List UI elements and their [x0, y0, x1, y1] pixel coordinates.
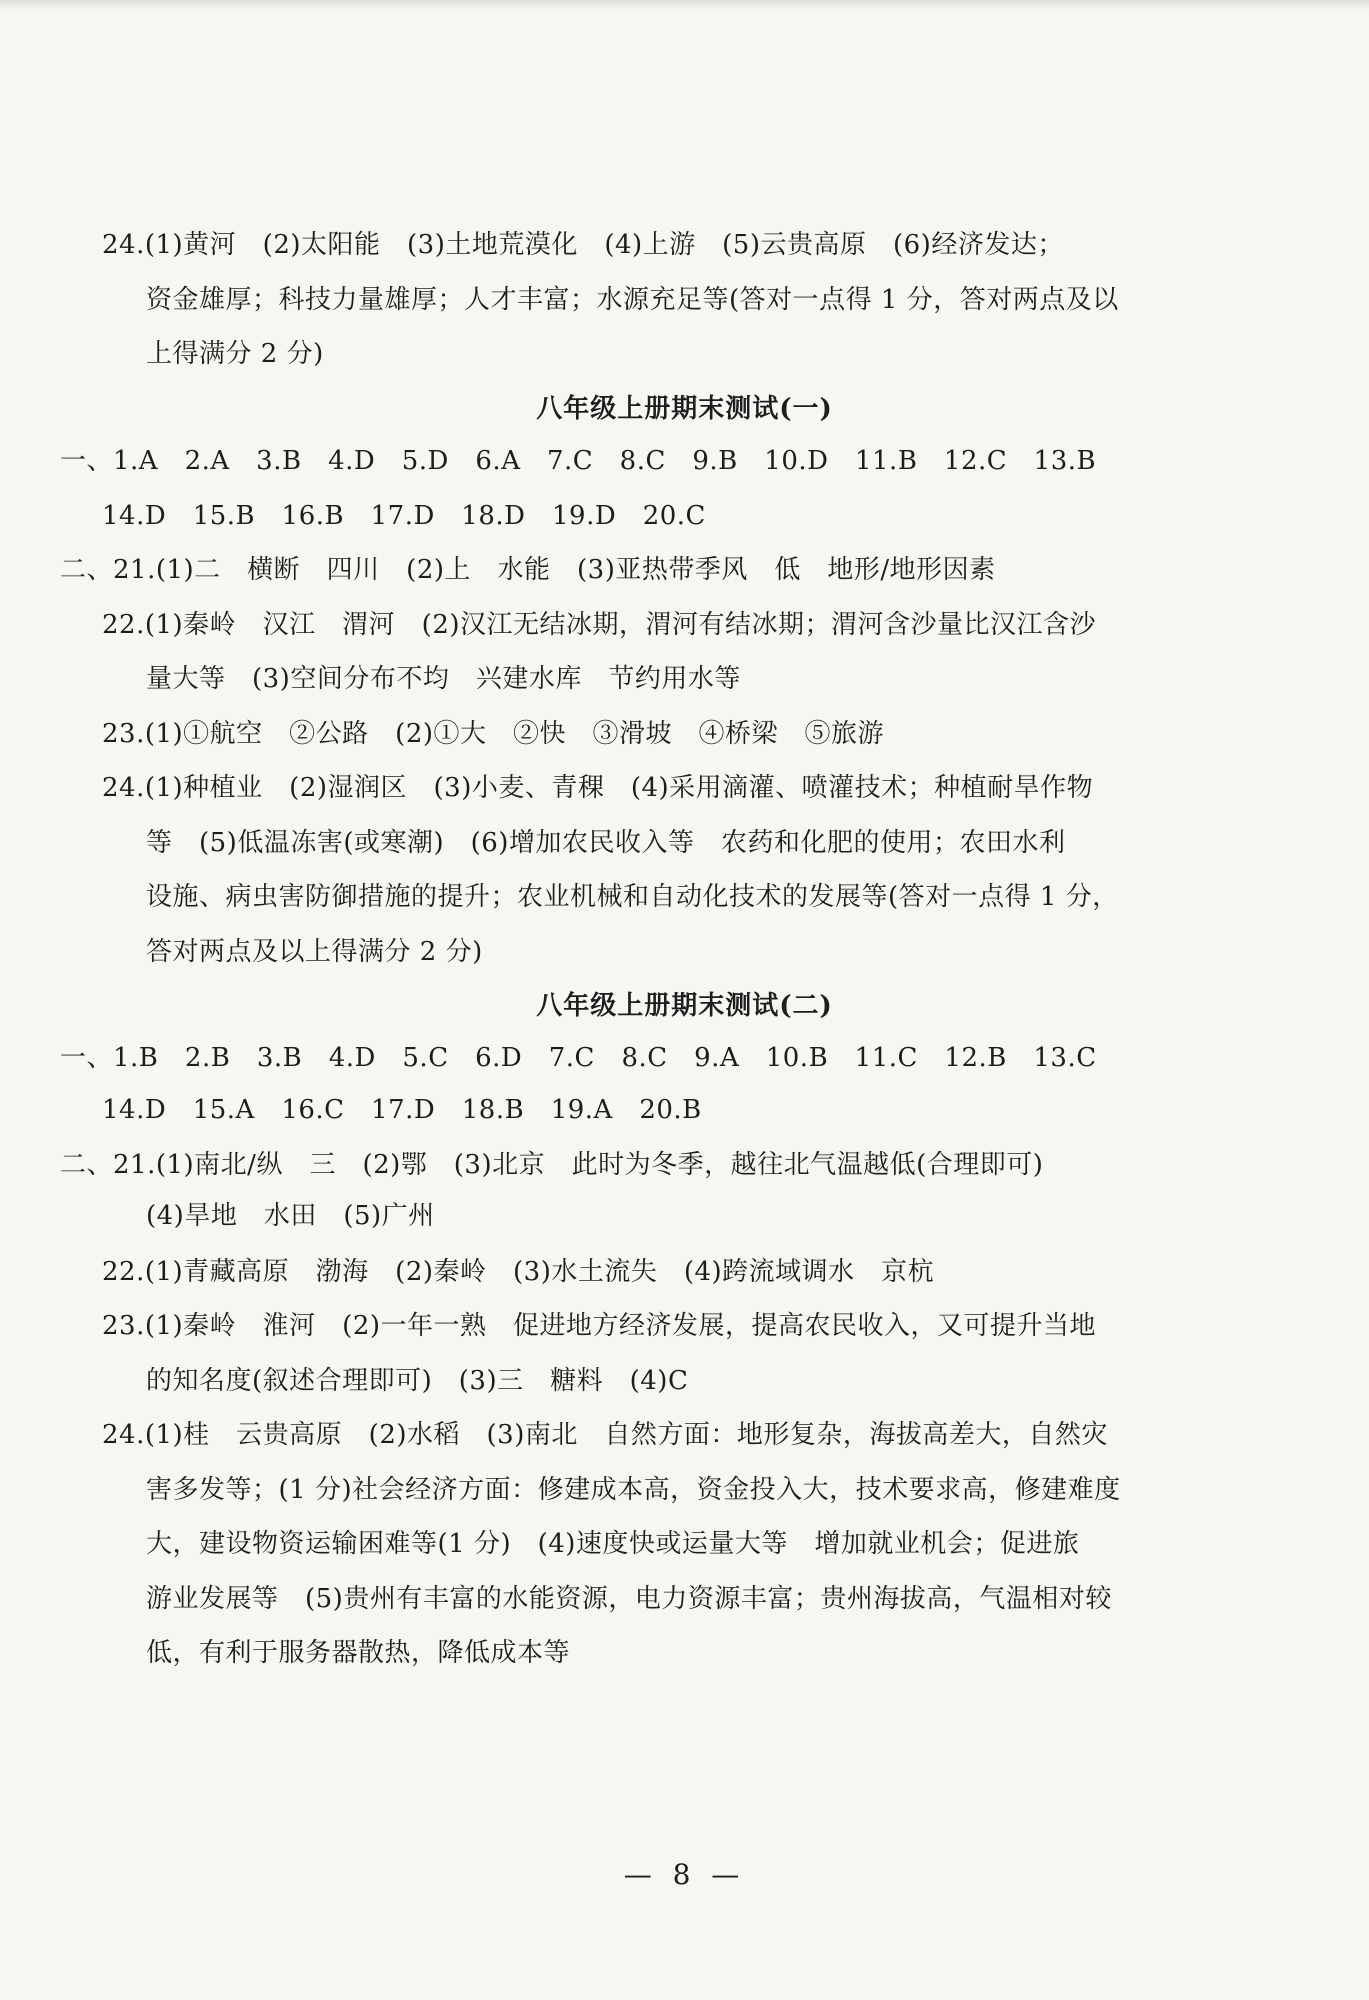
test2-line: 24.(1)桂 云贵高原 (2)水稻 (3)南北 自然方面：地形复杂，海拔高差大，自然灾 [102, 1420, 1108, 1450]
test1-line: 等 (5)低温冻害(或寒潮) (6)增加农民收入等 农药和化肥的使用；农田水利 [146, 828, 1066, 858]
test2-title: 八年级上册期末测试(二) [536, 991, 833, 1021]
test2-line: 的知名度(叙述合理即可) (3)三 糖料 (4)C [146, 1366, 689, 1396]
test1-line: 23.(1)①航空 ②公路 (2)①大 ②快 ③滑坡 ④桥梁 ⑤旅游 [102, 719, 885, 749]
test2-line: 害多发等；(1 分)社会经济方面：修建成本高，资金投入大，技术要求高，修建难度 [146, 1475, 1121, 1505]
intro-line-1: 24.(1)黄河 (2)太阳能 (3)土地荒漠化 (4)上游 (5)云贵高原 (6)经济发达； [102, 230, 1064, 260]
test1-line: 24.(1)种植业 (2)湿润区 (3)小麦、青稞 (4)采用滴灌、喷灌技术；种植耐旱作物 [102, 773, 1094, 803]
page-number: — 8 — [623, 1858, 746, 1891]
intro-line-2: 资金雄厚；科技力量雄厚；人才丰富；水源充足等(答对一点得 1 分，答对两点及以 [146, 285, 1119, 315]
test2-line: 二、21.(1)南北/纵 三 (2)鄂 (3)北京 此时为冬季，越往北气温越低(合理即可) [60, 1150, 1044, 1180]
test1-line: 一、1.A 2.A 3.B 4.D 5.D 6.A 7.C 8.C 9.B 10.D 11.B 12.C 13.B [60, 446, 1097, 476]
test2-line: 23.(1)秦岭 淮河 (2)一年一熟 促进地方经济发展，提高农民收入，又可提升当地 [102, 1311, 1097, 1341]
test2-line: 低，有利于服务器散热，降低成本等 [146, 1638, 571, 1668]
test2-line: 一、1.B 2.B 3.B 4.D 5.C 6.D 7.C 8.C 9.A 10.B 11.C 12.B 13.C [60, 1043, 1097, 1073]
test2-line: 游业发展等 (5)贵州有丰富的水能资源，电力资源丰富；贵州海拔高，气温相对较 [146, 1584, 1112, 1614]
test2-line: 大，建设物资运输困难等(1 分) (4)速度快或运量大等 增加就业机会；促进旅 [146, 1529, 1080, 1559]
test2-line: (4)旱地 水田 (5)广州 [146, 1201, 435, 1231]
test1-line: 量大等 (3)空间分布不均 兴建水库 节约用水等 [146, 664, 741, 694]
test1-line: 二、21.(1)二 横断 四川 (2)上 水能 (3)亚热带季风 低 地形/地形因素 [60, 555, 996, 585]
test1-line: 设施、病虫害防御措施的提升；农业机械和自动化技术的发展等(答对一点得 1 分， [146, 882, 1119, 912]
scan-edge-shadow [0, 0, 1369, 10]
test1-line: 14.D 15.B 16.B 17.D 18.D 19.D 20.C [102, 501, 706, 531]
intro-line-3: 上得满分 2 分) [146, 339, 324, 369]
test1-line: 答对两点及以上得满分 2 分) [146, 937, 483, 967]
test1-line: 22.(1)秦岭 汉江 渭河 (2)汉江无结冰期，渭河有结冰期；渭河含沙量比汉江含沙 [102, 610, 1097, 640]
test1-title: 八年级上册期末测试(一) [536, 394, 833, 424]
test2-line: 14.D 15.A 16.C 17.D 18.B 19.A 20.B [102, 1095, 702, 1125]
test2-line: 22.(1)青藏高原 渤海 (2)秦岭 (3)水土流失 (4)跨流域调水 京杭 [102, 1257, 935, 1287]
